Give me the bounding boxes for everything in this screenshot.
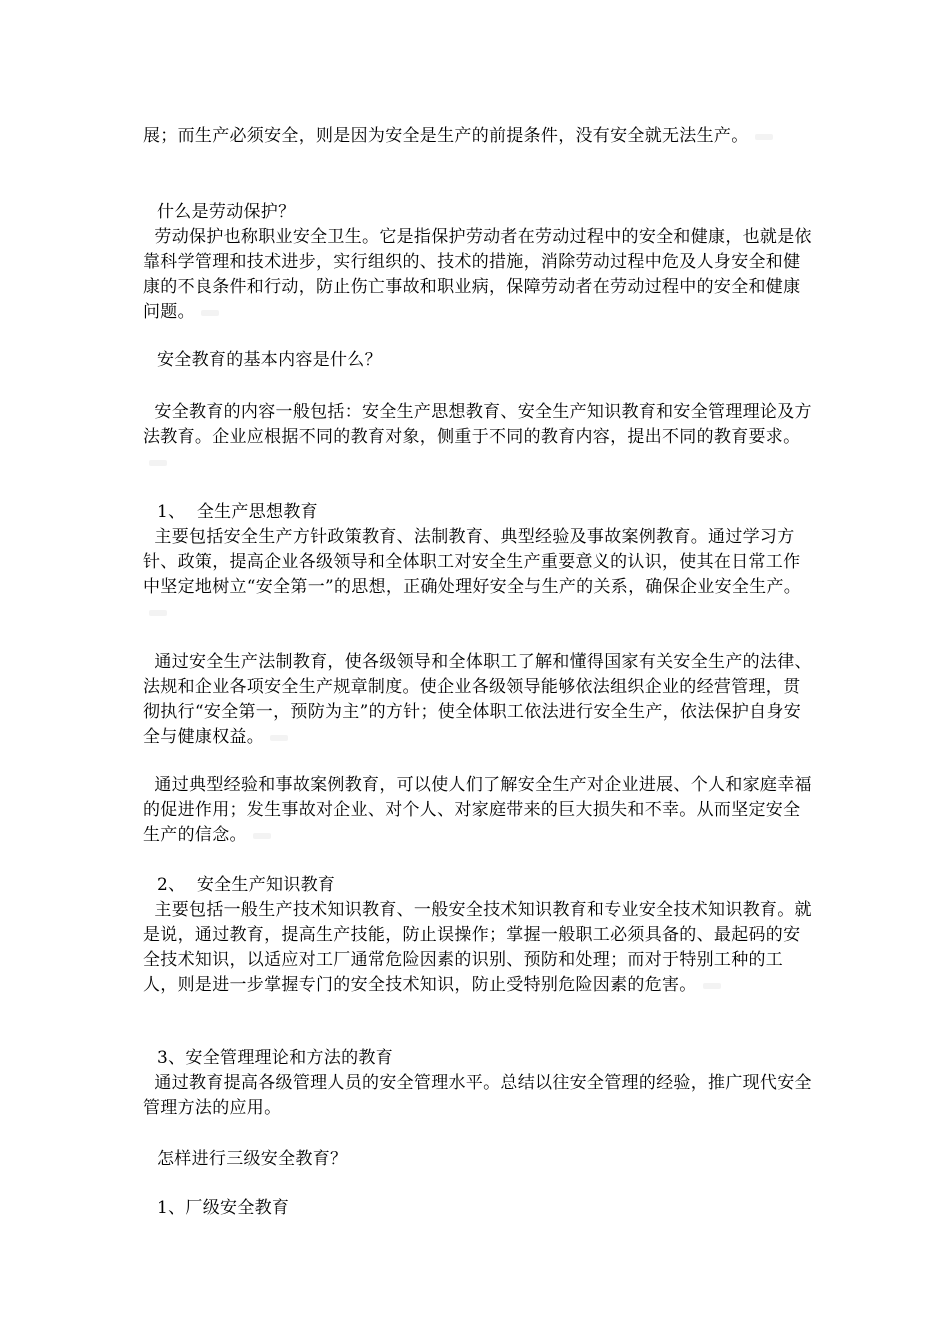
heading-labor-protection: 什么是劳动保护？ xyxy=(157,202,296,222)
heading-factory-level: 1、厂级安全教育 xyxy=(157,1198,290,1218)
watermark-mark xyxy=(149,610,167,616)
paragraph-education-content: 安全教育的内容一般包括：安全生产思想教育、安全生产知识教育和安全管理理论及方法教育。企业应根据不同的教育对象，侧重于不同的教育内容，提出不同的教育要求。 xyxy=(143,400,813,475)
watermark-mark xyxy=(253,833,271,839)
heading-three-level-education: 怎样进行三级安全教育？ xyxy=(157,1149,348,1169)
heading-section-1: 1、 全生产思想教育 xyxy=(157,502,318,522)
paragraph-section-1b: 通过安全生产法制教育，使各级领导和全体职工了解和懂得国家有关安全生产的法律、法规和企业各项安全生产规章制度。使企业各级领导能够依法组织企业的经营管理，贯彻执行“安全第一，预防为主”的方针；使全体职工依法进行安全生产，依法保护自身安全与健康权益。 xyxy=(143,652,812,747)
heading-section-2: 2、 安全生产知识教育 xyxy=(157,875,336,895)
paragraph-section-2: 主要包括一般生产技术知识教育、一般安全技术知识教育和专业安全技术知识教育。就是说，通过教育，提高生产技能，防止误操作；掌握一般职工必须具备的、最起码的安全技术知识，以适应对工厂通常危险因素的识别、预防和处理；而对于特别工种的工人，则是进一步掌握专门的安全技术知识，防止受特别危险因素的危害。 xyxy=(143,900,812,995)
paragraph-section-1c: 通过典型经验和事故案例教育，可以使人们了解安全生产对企业进展、个人和家庭幸福的促进作用；发生事故对企业、对个人、对家庭带来的巨大损失和不幸。从而坚定安全生产的信念。 xyxy=(143,775,812,845)
watermark-mark xyxy=(703,983,721,989)
paragraph-section-3: 通过教育提高各级管理人员的安全管理水平。总结以往安全管理的经验，推广现代安全管理方法的应用。 xyxy=(143,1073,812,1118)
watermark-mark xyxy=(270,735,288,741)
heading-section-3: 3、安全管理理论和方法的教育 xyxy=(157,1048,394,1068)
watermark-mark xyxy=(755,134,773,140)
watermark-mark xyxy=(201,310,219,316)
paragraph-intro-end: 展；而生产必须安全，则是因为安全是生产的前提条件，没有安全就无法生产。 xyxy=(143,124,813,149)
paragraph-section-1a: 主要包括安全生产方针政策教育、法制教育、典型经验及事故案例教育。通过学习方针、政策，提高企业各级领导和全体职工对安全生产重要意义的认识，使其在日常工作中坚定地树立“安全第一”的思想，正确处理好安全与生产的关系，确保企业安全生产。 xyxy=(143,525,813,625)
paragraph-labor-protection: 劳动保护也称职业安全卫生。它是指保护劳动者在劳动过程中的安全和健康，也就是依靠科学管理和技术进步，实行组织的、技术的措施，消除劳动过程中危及人身安全和健康的不良条件和行动，防止伤亡事故和职业病，保障劳动者在劳动过程中的安全和健康问题。 xyxy=(143,227,812,322)
heading-education-content: 安全教育的基本内容是什么？ xyxy=(157,350,382,370)
watermark-mark xyxy=(149,460,167,466)
